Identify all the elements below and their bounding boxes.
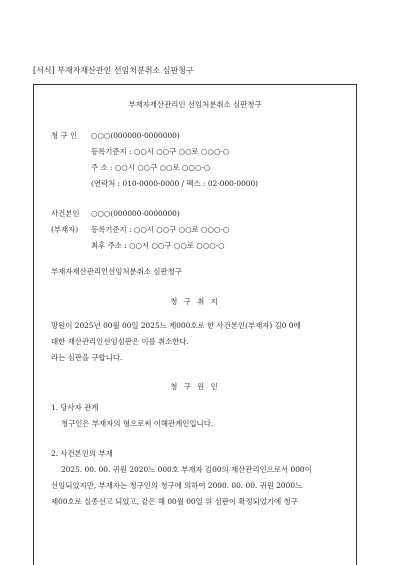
purpose-line: 대한 재산관리인선임심판은 이를 취소한다. [51,337,189,346]
purpose-heading: 청 구 취 지 [170,297,220,306]
purpose-line: 라는 심판을 구합니다. [51,353,123,362]
claimant-address: 주 소 : ○○시 ○○구 ○○로 ○○○-○ [91,163,211,172]
section-title: 2. 사건본인의 부재 [51,449,113,458]
section-title: 1. 당사자 관계 [51,403,99,412]
claimant-domicile: 등록기준지 : ○○시 ○○구 ○○로 ○○○-○ [91,147,230,156]
claimant-label: 청 구 인 [51,131,78,140]
claimant-name: ○○○(000000-0000000) [91,131,180,140]
principal-label: 사건본인 [51,209,80,218]
section-body: 청구인은 부재자의 형으로써 이해관계인입니다. [61,419,214,428]
document-title: 부재자재산관리인 선임처분취소 심판청구 [128,100,262,109]
principal-last-address: 최후 주소 : ○○시 ○○구 ○○로 ○○○-○ [91,241,225,250]
principal-name: ○○○(000000-0000000) [91,209,180,218]
form-caption: [서식] 부재자재산관인 선임처분취소 심판청구 [33,66,194,75]
section-body: 제00호로 실종선고 되었고, 같은 해 00월 00일 위 심판이 확정되었기에 청구 [51,497,298,506]
principal-domicile: 등록기준지 : ○○시 ○○구 ○○로 ○○○-○ [91,225,230,234]
section-body: 선임되었지만, 부재자는 청구인의 청구에 의하여 2000. 00. 00. 귀원 2000느 [51,481,303,490]
reason-heading: 청 구 원 인 [170,382,220,391]
purpose-line: 망원이 2025년 00월 00일 2025느 제000호로 한 사건본인(부재자) 김0 0에 [51,321,301,330]
claimant-contact: (연락처 : 010-0000-0000 / 팩스 : 02-000-0000) [91,179,259,188]
case-name: 부재자재산관리인선임처분취소 심판청구 [51,267,182,276]
principal-sublabel: (부재자) [51,225,79,234]
section-body: 2025. 00. 00. 귀원 2020느 000호 부재자 김00의 재산관리인으로서 000이 [61,465,312,474]
document-page [33,84,357,565]
